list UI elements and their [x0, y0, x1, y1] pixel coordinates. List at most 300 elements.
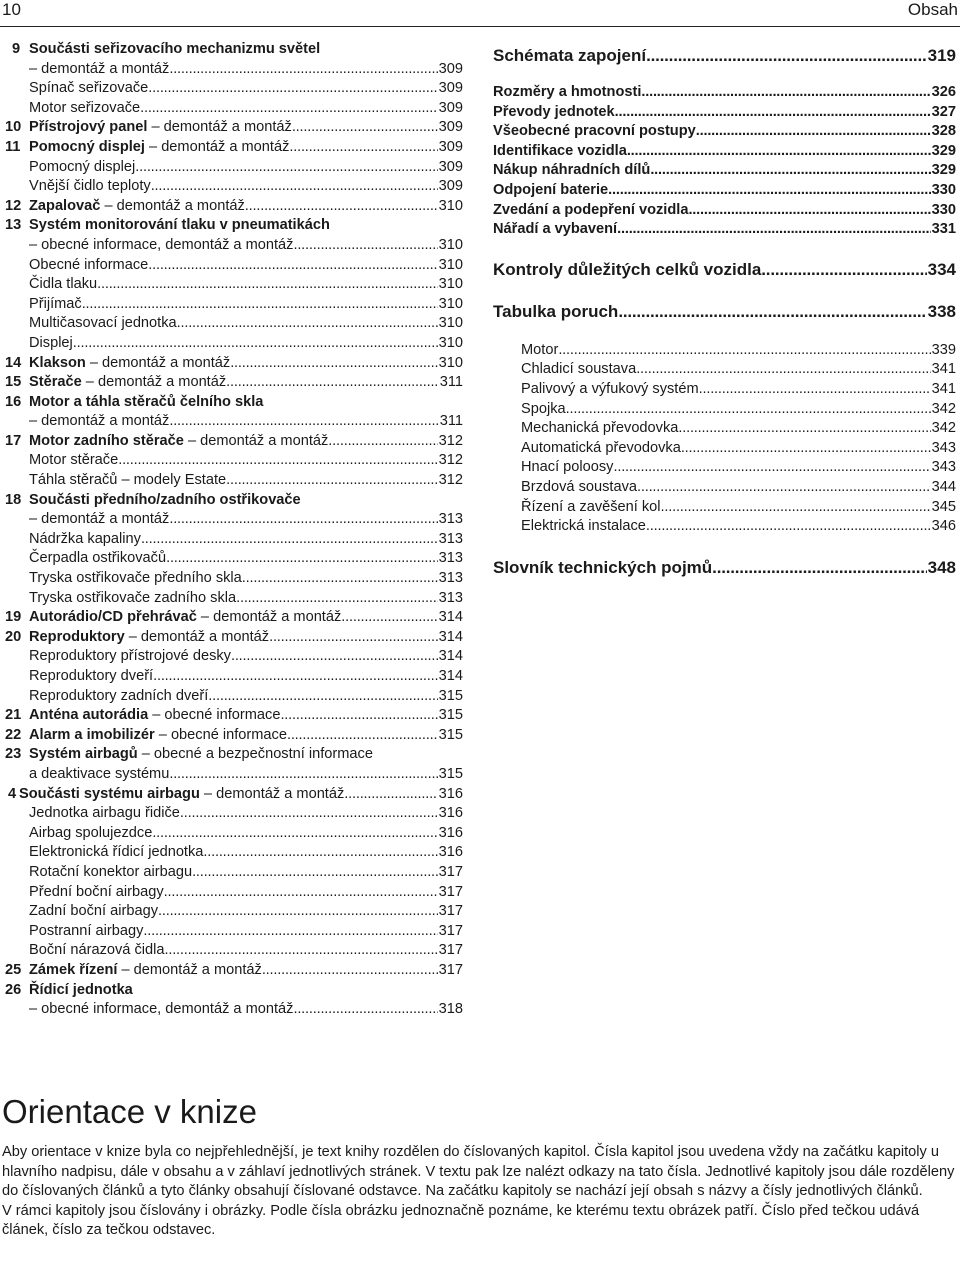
toc-entry[interactable]	[493, 439, 958, 459]
toc-entry-title: Alarm a imobilizér	[29, 726, 155, 743]
chapter-number: 9	[12, 41, 21, 57]
dot-leader	[169, 60, 437, 80]
toc-entry[interactable]	[0, 334, 465, 354]
toc-entry-title: Anténa autorádia	[29, 707, 149, 724]
toc-entry[interactable]	[0, 79, 465, 99]
page-ref: 329	[931, 162, 956, 179]
toc-entry-suffix: – demontáž a montáž	[85, 354, 231, 371]
toc-entry[interactable]	[493, 360, 958, 380]
chapter-number: 11	[5, 138, 21, 155]
toc-entry-title: Zámek řízení	[29, 961, 118, 978]
toc-entry-title: Pomocný displej	[29, 158, 136, 175]
dot-leader	[678, 419, 930, 439]
toc-entry[interactable]	[493, 83, 958, 103]
toc-entry-title: Elektrická instalace	[521, 518, 646, 535]
page-ref: 317	[438, 961, 463, 978]
toc-entry[interactable]	[0, 765, 465, 785]
toc-entry[interactable]	[0, 745, 465, 765]
page-ref: 316	[438, 824, 463, 841]
toc-entry[interactable]	[0, 549, 465, 569]
toc-entry[interactable]	[0, 628, 465, 648]
toc-entry[interactable]	[0, 118, 465, 138]
page-ref: 339	[931, 341, 956, 358]
toc-entry-title: Jednotka airbagu řidiče	[29, 805, 180, 822]
dot-leader	[118, 451, 437, 471]
toc-entry[interactable]	[0, 726, 465, 746]
toc-entry-title: Airbag spolujezdce	[29, 824, 153, 841]
toc-entry-suffix: – demontáž a montáž	[144, 138, 290, 155]
dot-leader	[208, 687, 437, 707]
dot-leader	[646, 42, 927, 70]
toc-entry-title: Tabulka poruch	[493, 301, 619, 321]
page-ref: 330	[931, 201, 956, 218]
dot-leader	[230, 354, 437, 374]
toc-entry[interactable]	[0, 197, 465, 217]
toc-entry-title: Mechanická převodovka	[521, 420, 679, 437]
toc-entry-title: – demontáž a montáž	[29, 60, 170, 77]
dot-leader	[148, 256, 437, 276]
toc-entry-title: Spojka	[521, 400, 566, 417]
toc-entry-suffix: – obecné informace	[154, 726, 287, 743]
toc-entry-title: Čerpadla ostřikovačů	[29, 550, 167, 567]
dot-leader	[192, 863, 438, 883]
page-ref: 317	[438, 903, 463, 920]
page-ref: 338	[927, 301, 956, 321]
page-ref: 318	[438, 1001, 463, 1018]
toc-entry-suffix: – obecné a bezpečnostní informace	[137, 746, 373, 763]
toc-entry[interactable]	[0, 99, 465, 119]
dot-leader	[613, 458, 930, 478]
page-ref: 310	[438, 236, 463, 253]
chapter-number: 10	[5, 119, 22, 136]
dot-leader	[177, 314, 438, 334]
dot-leader	[141, 530, 438, 550]
page-ref: 310	[438, 197, 463, 214]
toc-entry[interactable]	[493, 220, 958, 240]
chapter-number: 18	[5, 491, 22, 508]
dot-leader	[82, 295, 438, 315]
page-ref: 312	[438, 452, 463, 469]
toc-entry-title: Motor stěrače	[29, 452, 119, 469]
toc-entry-title: Čidla tlaku	[29, 276, 98, 293]
toc-entry-title: Nákup náhradních dílů	[493, 162, 651, 179]
toc-entry-title: Reproduktory zadních dveří	[29, 687, 209, 704]
dot-leader	[650, 161, 930, 181]
page-ref: 314	[438, 648, 463, 665]
dot-leader	[344, 785, 437, 805]
dot-leader	[761, 259, 926, 281]
toc-entry-title: Klakson	[29, 354, 86, 371]
page-ref: 317	[438, 863, 463, 880]
toc-entry[interactable]	[493, 380, 958, 400]
toc-entry[interactable]	[0, 432, 465, 452]
dot-leader	[558, 341, 930, 361]
dot-leader	[293, 1000, 437, 1020]
toc-entry[interactable]	[493, 161, 958, 181]
toc-entry-title: Obecné informace	[29, 256, 149, 273]
toc-entry[interactable]	[0, 256, 465, 276]
toc-entry-suffix: – demontáž a montáž	[183, 432, 329, 449]
dot-leader	[328, 432, 437, 452]
page-ref: 316	[438, 805, 463, 822]
toc-entry[interactable]	[0, 295, 465, 315]
page-ref: 310	[438, 354, 463, 371]
orientation-paragraph: Aby orientace v knize byla co nejpřehlednější, je text knihy rozdělen do číslovaných kapitol. Čísla kapitol jsou uvedena vždy na začátku kapitoly u hlavního nadpisu, dále v obsahu a v záhlaví jednotlivých stránek. V textu pak lze nalézt odkazy na tato čísla. Jednotlivé kapitoly jsou dále rozděleny do číslovaných článků a tyto články obsahují číslované odstavce. Na začátku kapitoly se nachází její obsah s názvy a čísly jednotlivých článků.	[2, 1144, 955, 1200]
page-ref: 309	[438, 138, 463, 155]
orientation-heading: Orientace v knize	[2, 1093, 257, 1130]
toc-entry[interactable]	[493, 201, 958, 221]
dot-leader	[152, 824, 437, 844]
toc-entry-title: Multičasovací jednotka	[29, 315, 177, 332]
chapter-number: 23	[5, 746, 22, 763]
dot-leader	[292, 118, 438, 138]
dot-leader	[169, 510, 437, 530]
toc-entry-suffix: – demontáž a montáž	[199, 785, 345, 802]
toc-entry[interactable]	[0, 883, 465, 903]
toc-entry-title: Tryska ostřikovače zadního skla	[29, 589, 237, 606]
page-ref: 312	[438, 432, 463, 449]
chapter-number: 25	[5, 961, 22, 978]
toc-entry[interactable]	[493, 259, 958, 281]
dot-leader	[566, 400, 931, 420]
toc-entry-title: Řídicí jednotka	[29, 981, 133, 998]
toc-entry-title: Součásti seřizovacího mechanizmu světel	[29, 41, 321, 57]
toc-entry-title: Boční nárazová čidla	[29, 942, 165, 959]
toc-entry[interactable]	[0, 314, 465, 334]
toc-entry-title: Postranní airbagy	[29, 922, 144, 939]
page-ref: 310	[438, 334, 463, 351]
toc-entry[interactable]	[493, 42, 958, 70]
page-ref: 348	[927, 557, 956, 577]
orientation-body	[2, 1143, 960, 1241]
toc-entry-title: Autorádio/CD přehrávač	[29, 609, 197, 626]
toc-entry[interactable]	[0, 393, 465, 413]
page-ref: 314	[438, 668, 463, 684]
toc-entry-title: Součásti systému airbagu	[19, 785, 200, 802]
dot-leader	[203, 843, 437, 863]
toc-entry[interactable]	[493, 142, 958, 162]
toc-entry[interactable]	[0, 647, 465, 667]
page-ref: 319	[927, 46, 956, 65]
dot-leader	[636, 360, 930, 380]
toc-entry[interactable]	[493, 419, 958, 439]
page-ref: 310	[438, 256, 463, 273]
page-ref: 313	[438, 550, 463, 567]
toc-entry-title: – obecné informace, demontáž a montáž	[29, 236, 294, 253]
toc-entry[interactable]	[0, 60, 465, 80]
chapter-number: 22	[5, 726, 22, 743]
toc-entry-title: Přístrojový panel	[29, 119, 148, 136]
toc-entry[interactable]	[0, 569, 465, 589]
toc-entry[interactable]	[0, 589, 465, 609]
page-ref: 341	[931, 361, 956, 378]
toc-entry[interactable]	[0, 40, 465, 60]
page-ref: 313	[438, 570, 463, 587]
dot-leader	[712, 557, 926, 579]
toc-entry[interactable]	[0, 981, 465, 1001]
dot-leader	[242, 569, 438, 589]
dot-leader	[696, 122, 931, 142]
toc-entry[interactable]	[0, 1000, 465, 1020]
dot-leader	[148, 79, 437, 99]
toc-entry[interactable]	[0, 667, 465, 687]
page-header	[0, 0, 960, 27]
page-number: 10	[2, 0, 21, 19]
toc-entry[interactable]	[493, 557, 958, 579]
dot-leader	[688, 201, 930, 221]
dot-leader	[262, 961, 438, 981]
toc-entry[interactable]	[493, 498, 958, 518]
toc-entry-title: Zvedání a podepření vozidla	[493, 201, 689, 218]
toc-entry[interactable]	[493, 103, 958, 123]
toc-entry[interactable]	[0, 706, 465, 726]
toc-entry-suffix: – demontáž a montáž	[124, 628, 270, 645]
dot-leader	[699, 380, 931, 400]
toc-entry[interactable]	[493, 181, 958, 201]
toc-entry-title: – demontáž a montáž	[29, 511, 170, 528]
dot-leader	[280, 706, 437, 726]
toc-entry-title: Schémata zapojení	[493, 46, 647, 65]
toc-entry[interactable]	[0, 275, 465, 295]
toc-entry-title: Systém monitorování tlaku v pneumatikách	[29, 217, 330, 234]
page-ref: 313	[438, 530, 463, 547]
toc-entry-title: Zadní boční airbagy	[29, 903, 158, 920]
dot-leader	[681, 439, 931, 459]
dot-leader	[341, 608, 437, 628]
toc-entry[interactable]	[0, 961, 465, 981]
toc-entry-title: Přední boční airbagy	[29, 883, 164, 900]
page-ref: 317	[438, 942, 463, 959]
toc-entry[interactable]	[0, 138, 465, 158]
page-ref: 316	[438, 844, 463, 861]
toc-entry-title: Převody jednotek	[493, 103, 615, 120]
dot-leader	[637, 478, 931, 498]
page-ref: 326	[931, 84, 956, 100]
toc-entry-title: Displej	[29, 334, 73, 351]
toc-entry-title: Táhla stěračů – modely Estate	[29, 472, 227, 489]
page-ref: 310	[438, 295, 463, 312]
page-ref: 328	[931, 123, 956, 140]
page-ref: 345	[931, 498, 956, 515]
toc-entry-title: Zapalovač	[29, 197, 101, 214]
toc-entry-title: Nářadí a vybavení	[493, 221, 618, 238]
page-ref: 310	[438, 315, 463, 332]
toc-entry-suffix: – demontáž a montáž	[117, 961, 262, 978]
dot-leader	[151, 177, 438, 197]
chapter-number: 14	[5, 354, 22, 371]
toc-entry[interactable]	[0, 373, 465, 393]
toc-entry-title: Hnací poloosy	[521, 459, 614, 476]
page-ref: 315	[438, 726, 463, 743]
toc-entry[interactable]	[0, 785, 465, 805]
toc-entry-title: Přijímač	[29, 295, 82, 312]
dot-leader	[169, 765, 437, 785]
chapter-number: 19	[5, 609, 22, 626]
toc-entry-title: Kontroly důležitých celků vozidla	[493, 259, 762, 279]
section-title: Obsah	[907, 0, 958, 19]
toc-entry-suffix: – demontáž a montáž	[100, 197, 245, 214]
toc-entry[interactable]	[0, 824, 465, 844]
toc-entry[interactable]	[0, 863, 465, 883]
page-ref: 309	[438, 80, 463, 97]
toc-entry-title: Rotační konektor airbagu	[29, 863, 193, 880]
dot-leader	[245, 197, 438, 217]
toc-entry[interactable]	[0, 902, 465, 922]
page-ref: 309	[438, 119, 463, 136]
dot-leader	[618, 301, 926, 323]
toc-entry[interactable]	[0, 922, 465, 942]
page-ref: 341	[931, 380, 956, 397]
page-ref: 316	[438, 785, 463, 802]
dot-leader	[140, 99, 438, 119]
toc-entry-title: Rozměry a hmotnosti	[493, 84, 642, 100]
toc-entry[interactable]	[0, 412, 465, 432]
dot-leader	[158, 902, 438, 922]
page-ref: 317	[438, 922, 463, 939]
toc-entry[interactable]	[0, 216, 465, 236]
toc-entry-suffix: – demontáž a montáž	[196, 609, 342, 626]
toc-entry-title: Identifikace vozidla	[493, 142, 627, 159]
page-ref: 344	[931, 478, 956, 495]
chapter-number: 12	[5, 197, 22, 214]
orientation-paragraph-2: V rámci kapitoly jsou číslovány i obrázky. Podle čísla obrázku jednoznačně poznáme, ke kterému textu obrázek patří. Číslo před tečkou udává článek, číslo za tečkou odstavec.	[2, 1202, 920, 1239]
toc-entry-suffix: – demontáž a montáž	[81, 374, 227, 391]
toc-entry[interactable]	[0, 354, 465, 374]
dot-leader	[143, 922, 437, 942]
page-ref: 313	[438, 589, 463, 606]
toc-entry-title: Motor	[521, 341, 559, 358]
page-ref: 343	[931, 439, 956, 456]
dot-leader	[287, 726, 438, 746]
toc-entry-title: Spínač seřizovače	[29, 80, 149, 97]
dot-leader	[627, 142, 931, 162]
toc-left-column	[0, 40, 465, 1020]
dot-leader	[615, 103, 931, 123]
page-ref: 342	[931, 400, 956, 417]
toc-entry[interactable]	[0, 530, 465, 550]
dot-leader	[641, 83, 930, 103]
page-ref: 334	[927, 259, 956, 279]
dot-leader	[236, 589, 438, 609]
chapter-number: 15	[5, 374, 22, 391]
dot-leader	[646, 517, 931, 537]
toc-right-column	[493, 42, 958, 579]
toc-entry-title: Brzdová soustava	[521, 478, 638, 495]
chapter-number: 16	[5, 393, 22, 410]
toc-entry[interactable]	[493, 458, 958, 478]
toc-entry[interactable]	[0, 491, 465, 511]
dot-leader	[226, 373, 439, 393]
toc-entry[interactable]	[0, 236, 465, 256]
page-ref: 313	[438, 511, 463, 528]
toc-entry-title: Reproduktory	[29, 628, 125, 645]
toc-entry[interactable]	[0, 510, 465, 530]
toc-entry-title: Motor zadního stěrače	[29, 432, 184, 449]
toc-entry-title: Řízení a zavěšení kol	[521, 498, 661, 515]
toc-entry-title: Chladicí soustava	[521, 361, 637, 378]
toc-entry[interactable]	[0, 608, 465, 628]
dot-leader	[289, 138, 437, 158]
toc-entry[interactable]	[0, 804, 465, 824]
page-ref: 311	[439, 374, 463, 391]
toc-entry[interactable]	[493, 301, 958, 323]
dot-leader	[231, 647, 438, 667]
page-ref: 330	[931, 181, 956, 198]
toc-entry-title: Pomocný displej	[29, 138, 145, 155]
toc-entry[interactable]	[493, 478, 958, 498]
page-ref: 315	[438, 687, 463, 704]
toc-entry-title: Palivový a výfukový systém	[521, 380, 699, 397]
page-ref: 314	[438, 609, 463, 626]
page-ref: 317	[438, 883, 463, 900]
page-ref: 309	[438, 178, 463, 195]
page-ref: 312	[438, 472, 463, 489]
toc-entry-title: – obecné informace, demontáž a montáž	[29, 1001, 294, 1018]
page-ref: 346	[931, 518, 956, 535]
toc-entry[interactable]	[0, 158, 465, 178]
dot-leader	[608, 181, 930, 201]
toc-entry-title: Motor seřizovače	[29, 99, 141, 116]
toc-entry-suffix: – obecné informace	[148, 707, 281, 724]
dot-leader	[153, 667, 438, 687]
dot-leader	[97, 275, 438, 295]
toc-entry[interactable]	[0, 451, 465, 471]
toc-entry[interactable]	[493, 122, 958, 142]
toc-entry-title: Odpojení baterie	[493, 181, 609, 198]
toc-entry[interactable]	[0, 687, 465, 707]
toc-entry-title: Všeobecné pracovní postupy	[493, 123, 696, 140]
toc-entry-title: Automatická převodovka	[521, 439, 681, 456]
toc-entry-title: – demontáž a montáž	[29, 413, 170, 430]
toc-entry-title: Nádržka kapaliny	[29, 530, 141, 547]
dot-leader	[169, 412, 438, 432]
toc-entry[interactable]	[493, 341, 958, 361]
dot-leader	[293, 236, 437, 256]
chapter-number: 13	[5, 217, 22, 234]
toc-entry[interactable]	[0, 941, 465, 961]
page-ref: 315	[438, 765, 463, 782]
dot-leader	[180, 804, 438, 824]
toc-entry[interactable]	[0, 471, 465, 491]
chapter-number: 20	[5, 628, 22, 645]
page-ref: 311	[439, 413, 463, 430]
toc-entry-title: Tryska ostřikovače předního skla	[29, 570, 242, 587]
toc-entry[interactable]	[493, 400, 958, 420]
toc-entry-title: a deaktivace systému	[29, 765, 170, 782]
toc-entry-title: Elektronická řídicí jednotka	[29, 844, 204, 861]
page-ref: 343	[931, 459, 956, 476]
page-ref: 331	[931, 221, 956, 238]
chapter-number: 21	[5, 707, 22, 724]
page-ref: 342	[931, 420, 956, 437]
dot-leader	[661, 498, 931, 518]
dot-leader	[226, 471, 438, 491]
page-ref: 327	[931, 103, 956, 120]
page-ref: 309	[438, 99, 463, 116]
page-ref: 314	[438, 628, 463, 645]
toc-entry-title: Součásti předního/zadního ostřikovače	[29, 491, 301, 508]
page-ref: 315	[438, 707, 463, 724]
toc-entry[interactable]	[493, 517, 958, 537]
toc-entry[interactable]	[0, 843, 465, 863]
toc-entry-suffix: – demontáž a montáž	[147, 119, 292, 136]
page-ref: 329	[931, 142, 956, 159]
toc-entry[interactable]	[0, 177, 465, 197]
toc-entry-title: Stěrače	[29, 374, 82, 391]
dot-leader	[617, 220, 931, 240]
page-ref: 310	[438, 276, 463, 293]
toc-entry-title: Systém airbagů	[29, 746, 138, 763]
